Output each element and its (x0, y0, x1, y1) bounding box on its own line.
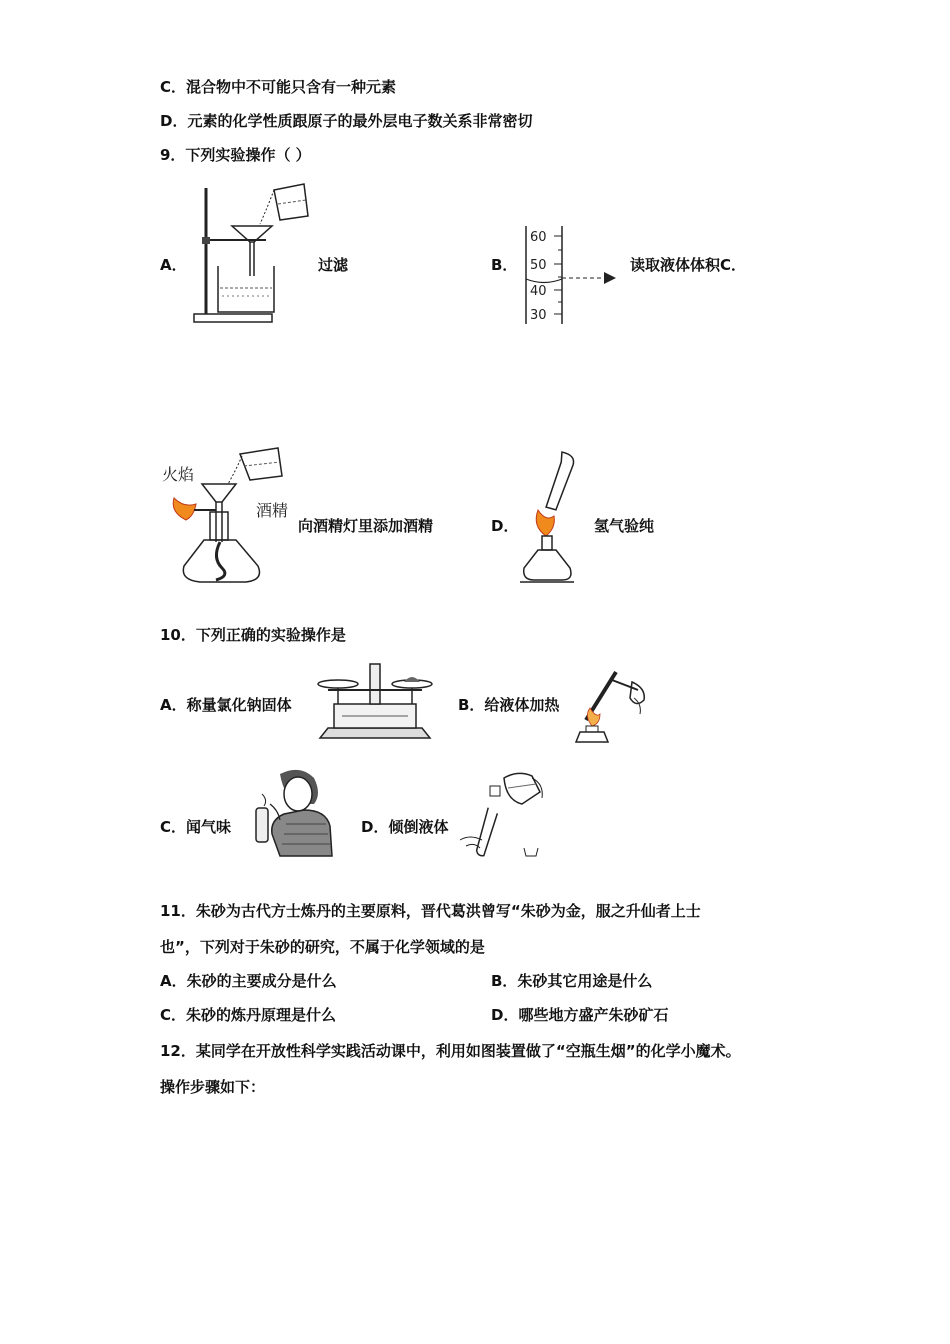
q12-stem-line2: 操作步骤如下： (160, 1078, 266, 1096)
q10-option-c: C．闻气味 (160, 818, 232, 836)
q9-option-a-letter: A． (160, 256, 187, 274)
pouring-liquid-figure (452, 764, 546, 862)
q12-stem-line1: 12．某同学在开放性科学实践活动课中，利用如图装置做了“空瓶生烟”的化学小魔术。 (160, 1042, 741, 1060)
q11-option-a: A．朱砂的主要成分是什么 (160, 972, 337, 990)
cylinder-tick-50: 50 (530, 258, 547, 273)
q11-stem-line1: 11．朱砂为古代方士炼丹的主要原料，晋代葛洪曾写“朱砂为金，服之升仙者上士 (160, 902, 701, 920)
q9-option-d-text: 氢气验纯 (594, 517, 655, 535)
cylinder-tick-30: 30 (530, 308, 547, 323)
cylinder-tick-60: 60 (530, 230, 547, 245)
q10-option-d: D．倾倒液体 (361, 818, 449, 836)
alcohol-lamp-refill-figure (160, 446, 296, 588)
q8-option-c: C．混合物中不可能只含有一种元素 (160, 78, 397, 96)
q11-option-c: C．朱砂的炼丹原理是什么 (160, 1006, 337, 1024)
cylinder-reading-figure (518, 222, 622, 328)
q11-stem-line2: 也”，下列对于朱砂的研究，不属于化学领域的是 (160, 938, 485, 956)
alcohol-label: 酒精 (256, 501, 289, 520)
q11-option-d: D．哪些地方盛产朱砂矿石 (491, 1006, 669, 1024)
q11-option-b: B．朱砂其它用途是什么 (491, 972, 653, 990)
q9-stem: 9．下列实验操作（ ） (160, 146, 311, 164)
q9-option-d-letter: D． (491, 517, 519, 535)
eye-icon (604, 272, 616, 284)
q9-option-b-text: 读取液体体积C． (630, 256, 747, 274)
q9-option-b-letter: B． (491, 256, 518, 274)
smelling-figure (240, 764, 334, 858)
q10-stem: 10．下列正确的实验操作是 (160, 626, 346, 644)
hydrogen-purity-figure (516, 450, 578, 586)
filtration-figure (188, 180, 313, 328)
heating-liquid-figure (572, 664, 652, 746)
q10-option-a: A．称量氯化钠固体 (160, 696, 292, 714)
q10-option-b: B．给液体加热 (458, 696, 560, 714)
q9-option-c-text: 向酒精灯里添加酒精 (298, 517, 434, 535)
q8-option-d: D．元素的化学性质跟原子的最外层电子数关系非常密切 (160, 112, 533, 130)
balance-figure (312, 660, 438, 744)
cylinder-tick-40: 40 (530, 284, 547, 299)
flame-label: 火焰 (162, 465, 195, 484)
q9-option-a-text: 过滤 (318, 256, 349, 274)
